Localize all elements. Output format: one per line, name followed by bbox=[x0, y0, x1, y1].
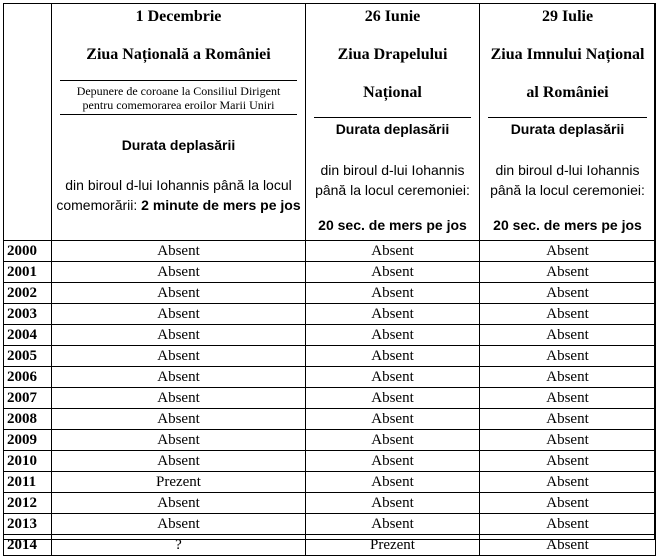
col-3-status-cell: Absent bbox=[480, 262, 656, 283]
col-3-status-cell: Absent bbox=[480, 388, 656, 409]
col-1-status-cell: Absent bbox=[52, 241, 306, 262]
col-3-status-cell: Absent bbox=[480, 514, 656, 535]
year-cell: 2006 bbox=[4, 367, 52, 388]
col-2-status-cell: Absent bbox=[306, 367, 480, 388]
col-1-description-line-1: din biroul d-lui Iohannis până la locul bbox=[65, 177, 292, 193]
col-3-status-cell: Absent bbox=[480, 409, 656, 430]
year-cell: 2003 bbox=[4, 304, 52, 325]
col-2-duration-value: 20 sec. de mers pe jos bbox=[318, 217, 467, 233]
col-2-status-cell: Absent bbox=[306, 325, 480, 346]
col-2-status-cell: Prezent bbox=[306, 535, 480, 556]
year-cell: 2013 bbox=[4, 514, 52, 535]
year-cell: 2011 bbox=[4, 472, 52, 493]
col-1-status-cell: Absent bbox=[52, 262, 306, 283]
col-2-status-cell: Absent bbox=[306, 493, 480, 514]
col-2-title-line-1: Ziua Drapelului bbox=[337, 46, 448, 63]
year-cell: 2014 bbox=[4, 535, 52, 556]
col-2-status-cell: Absent bbox=[306, 514, 480, 535]
year-cell: 2002 bbox=[4, 283, 52, 304]
col-2-description-line-1: din biroul d-lui Iohannis bbox=[320, 162, 465, 178]
year-cell: 2008 bbox=[4, 409, 52, 430]
col-3-status-cell: Absent bbox=[480, 325, 656, 346]
col-3-description-line-2: până la locul ceremoniei: bbox=[490, 182, 645, 198]
year-cell: 2000 bbox=[4, 241, 52, 262]
col-1-description-prefix: comemorării: bbox=[56, 197, 142, 213]
col-1-status-cell: Absent bbox=[52, 451, 306, 472]
col-2-status-cell: Absent bbox=[306, 283, 480, 304]
year-cell: 2007 bbox=[4, 388, 52, 409]
col-3-title-line-2: al României bbox=[526, 84, 609, 101]
col-1-status-cell: Absent bbox=[52, 493, 306, 514]
col-2-duration-label: Durata deplasării bbox=[335, 121, 450, 137]
col-2-status-cell: Absent bbox=[306, 409, 480, 430]
col-2-status-cell: Absent bbox=[306, 472, 480, 493]
col-2-status-cell: Absent bbox=[306, 346, 480, 367]
year-cell: 2004 bbox=[4, 325, 52, 346]
col-2-status-cell: Absent bbox=[306, 388, 480, 409]
col-3-status-cell: Absent bbox=[480, 283, 656, 304]
col-3-status-cell: Absent bbox=[480, 493, 656, 514]
col-1-title: Ziua Națională a României bbox=[86, 46, 271, 63]
col-3-duration-value: 20 sec. de mers pe jos bbox=[493, 217, 642, 233]
col-1-note-line-1: Depunere de coroane la Consiliul Dirigent bbox=[76, 84, 281, 98]
col-1-duration-label: Durata deplasării bbox=[121, 137, 236, 153]
col-1-status-cell: Absent bbox=[52, 367, 306, 388]
year-cell: 2009 bbox=[4, 430, 52, 451]
col-2-status-cell: Absent bbox=[306, 304, 480, 325]
col-2-description-line-2: până la locul ceremoniei: bbox=[315, 182, 470, 198]
col-3-description-line-1: din biroul d-lui Iohannis bbox=[495, 162, 640, 178]
col-3-status-cell: Absent bbox=[480, 451, 656, 472]
col-3-date: 29 Iulie bbox=[541, 8, 594, 25]
col-2-status-cell: Absent bbox=[306, 451, 480, 472]
year-cell: 2010 bbox=[4, 451, 52, 472]
col-3-status-cell: Absent bbox=[480, 430, 656, 451]
table-frame bbox=[3, 3, 655, 540]
col-2-date: 26 Iunie bbox=[364, 8, 421, 25]
col-2-status-cell: Absent bbox=[306, 430, 480, 451]
col-3-status-cell: Absent bbox=[480, 304, 656, 325]
col-1-status-cell: Absent bbox=[52, 346, 306, 367]
col-1-date: 1 Decembrie bbox=[135, 8, 222, 25]
col-3-status-cell: Absent bbox=[480, 535, 656, 556]
year-cell: 2012 bbox=[4, 493, 52, 514]
col-2-status-cell: Absent bbox=[306, 241, 480, 262]
col-3-duration-label: Durata deplasării bbox=[510, 121, 625, 137]
col-1-status-cell: Absent bbox=[52, 409, 306, 430]
col-1-status-cell: Absent bbox=[52, 388, 306, 409]
col-3-status-cell: Absent bbox=[480, 346, 656, 367]
col-2-status-cell: Absent bbox=[306, 262, 480, 283]
col-1-duration-value: 2 minute de mers pe jos bbox=[141, 197, 301, 213]
col-1-status-cell: Absent bbox=[52, 283, 306, 304]
col-3-status-cell: Absent bbox=[480, 472, 656, 493]
col-1-note-line-2: pentru comemorarea eroilor Marii Uniri bbox=[82, 98, 275, 112]
col-1-status-cell: Absent bbox=[52, 325, 306, 346]
col-1-status-cell: Absent bbox=[52, 514, 306, 535]
col-1-status-cell: Absent bbox=[52, 430, 306, 451]
col-2-title-line-2: Național bbox=[363, 84, 422, 101]
col-1-status-cell: Absent bbox=[52, 304, 306, 325]
col-1-status-cell: Prezent bbox=[52, 472, 306, 493]
col-3-status-cell: Absent bbox=[480, 367, 656, 388]
col-1-status-cell: ? bbox=[52, 535, 306, 556]
col-3-status-cell: Absent bbox=[480, 241, 656, 262]
year-cell: 2005 bbox=[4, 346, 52, 367]
col-3-title-line-1: Ziua Imnului Național bbox=[490, 46, 645, 63]
year-cell: 2001 bbox=[4, 262, 52, 283]
